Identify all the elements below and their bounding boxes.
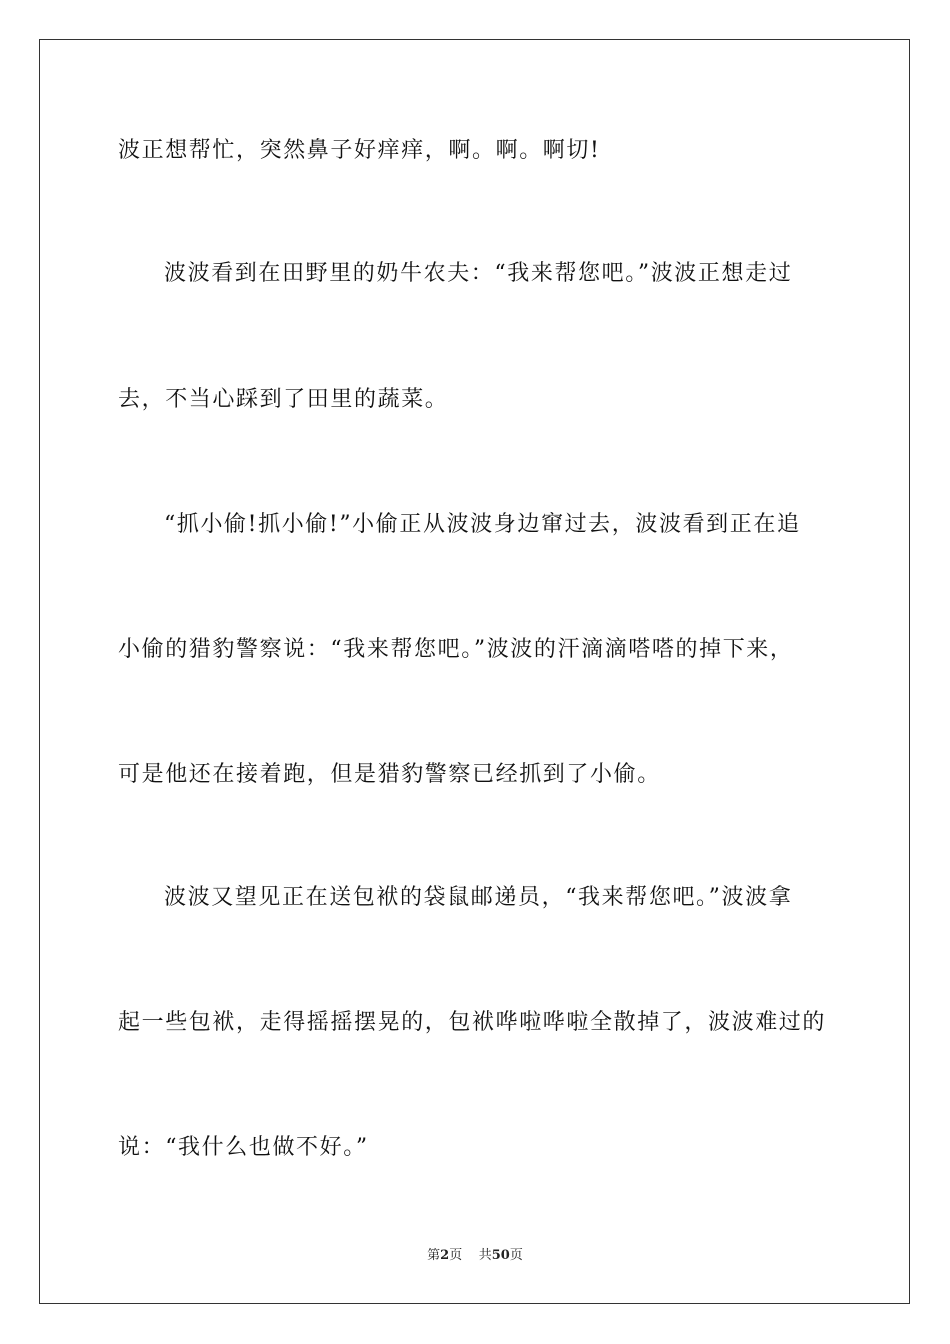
page-prefix: 第 <box>427 1248 441 1263</box>
text-line: 可是他还在接着跑，但是猎豹警察已经抓到了小偷。 <box>118 762 661 787</box>
total-suffix: 页 <box>509 1248 523 1263</box>
page-number: 2 <box>440 1248 450 1263</box>
page-border <box>39 39 910 1304</box>
page-suffix: 页 <box>449 1248 463 1263</box>
total-pages: 50 <box>491 1248 510 1263</box>
total-prefix: 共 <box>478 1248 492 1263</box>
page-footer <box>0 1247 950 1265</box>
text-line: 波波看到在田野里的奶牛农夫：“我来帮您吧。”波波正想走过 <box>164 261 793 286</box>
text-line: “抓小偷!抓小偷!”小偷正从波波身边窜过去，波波看到正在追 <box>164 512 801 537</box>
text-line: 去，不当心踩到了田里的蔬菜。 <box>118 387 449 412</box>
text-line: 起一些包袱，走得摇摇摆晃的，包袱哗啦哗啦全散掉了，波波难过的 <box>118 1010 827 1035</box>
text-line: 波波又望见正在送包袱的袋鼠邮递员，“我来帮您吧。”波波拿 <box>164 885 793 910</box>
text-line: 小偷的猎豹警察说：“我来帮您吧。”波波的汗滴滴嗒嗒的掉下来， <box>118 637 794 662</box>
text-line: 波正想帮忙，突然鼻子好痒痒，啊。啊。啊切! <box>118 138 601 163</box>
text-line: 说：“我什么也做不好。” <box>118 1135 369 1160</box>
